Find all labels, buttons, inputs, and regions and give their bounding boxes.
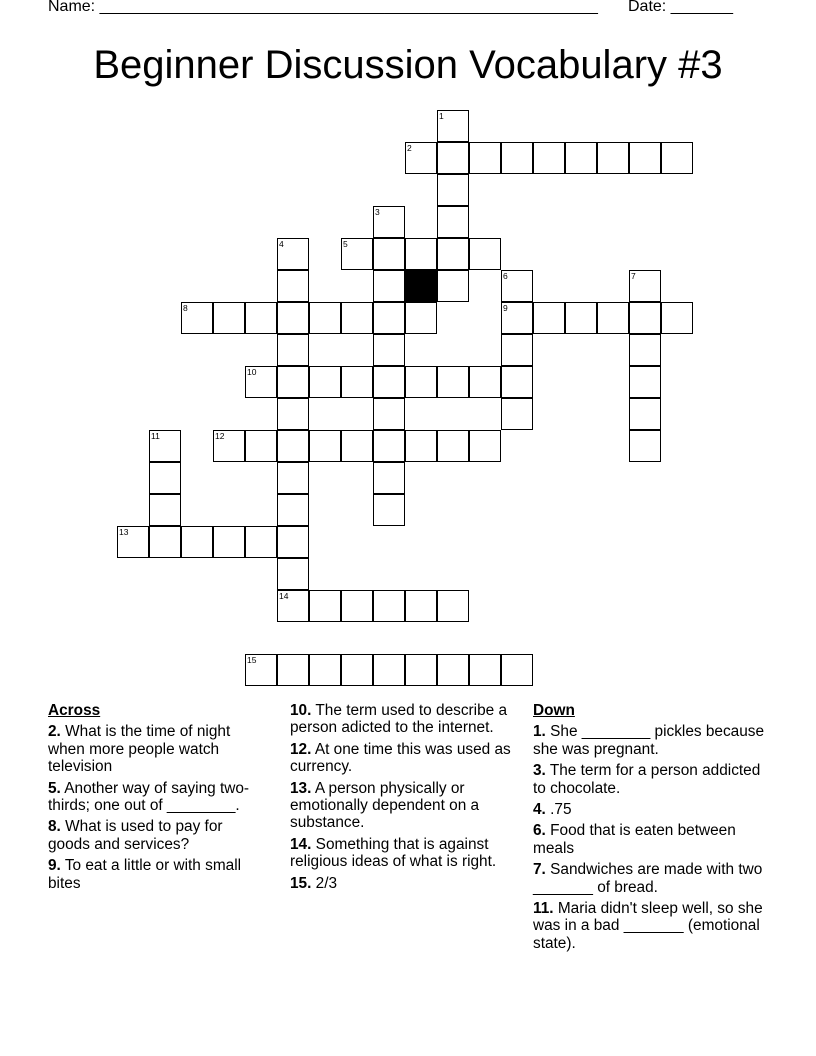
- crossword-cell[interactable]: [469, 366, 501, 398]
- crossword-cell[interactable]: [149, 430, 181, 462]
- crossword-cell[interactable]: [245, 430, 277, 462]
- crossword-cell[interactable]: [629, 366, 661, 398]
- across-clue-list: [48, 723, 268, 892]
- crossword-cell[interactable]: [629, 398, 661, 430]
- down-clue-list: [533, 723, 769, 952]
- crossword-cell[interactable]: [405, 430, 437, 462]
- crossword-cell[interactable]: [629, 302, 661, 334]
- crossword-cell[interactable]: [629, 142, 661, 174]
- clue-number: 2.: [48, 723, 61, 741]
- crossword-cell[interactable]: [437, 206, 469, 238]
- crossword-cell[interactable]: [213, 526, 245, 558]
- crossword-cell[interactable]: [277, 302, 309, 334]
- crossword-cell[interactable]: [181, 302, 213, 334]
- crossword-cell[interactable]: [149, 462, 181, 494]
- clue-text: Another way of saying two-thirds; one out of ________.: [48, 779, 250, 815]
- crossword-cell[interactable]: [373, 366, 405, 398]
- clue-number: 5.: [48, 779, 61, 797]
- crossword-cell[interactable]: [533, 302, 565, 334]
- clue-number: 15.: [290, 874, 312, 892]
- crossword-cell[interactable]: [565, 142, 597, 174]
- clue-number: 3.: [533, 762, 546, 780]
- clue-number: 9.: [48, 857, 61, 875]
- clue: [290, 836, 522, 871]
- crossword-cell[interactable]: [501, 654, 533, 686]
- clue: [533, 861, 769, 896]
- clue-number: 8.: [48, 818, 61, 836]
- crossword-cell[interactable]: [341, 302, 373, 334]
- clue-number: 6.: [533, 822, 546, 840]
- name-field-label: Name: ________________________________________________________: [48, 0, 598, 15]
- crossword-cell[interactable]: [501, 302, 533, 334]
- crossword-cell[interactable]: [469, 142, 501, 174]
- crossword-cell[interactable]: [437, 654, 469, 686]
- clue-number: 4.: [533, 801, 546, 819]
- clue: [533, 822, 769, 857]
- crossword-cell[interactable]: [373, 590, 405, 622]
- across-heading: Across: [48, 702, 101, 719]
- crossword-cell[interactable]: [437, 270, 469, 302]
- crossword-cell[interactable]: [277, 270, 309, 302]
- crossword-cell[interactable]: [501, 334, 533, 366]
- clue-number: 14: [279, 591, 289, 601]
- across-clues-continued: [290, 702, 522, 896]
- crossword-cell[interactable]: [501, 366, 533, 398]
- crossword-cell[interactable]: [245, 302, 277, 334]
- crossword-cell[interactable]: [277, 590, 309, 622]
- crossword-cell[interactable]: [309, 302, 341, 334]
- clue-number: 12.: [290, 740, 312, 758]
- clue-number: 12: [215, 431, 225, 441]
- crossword-cell[interactable]: [597, 142, 629, 174]
- crossword-cell[interactable]: [437, 366, 469, 398]
- date-field-label: Date: _______: [628, 0, 733, 15]
- clue: [290, 741, 522, 776]
- crossword-cell[interactable]: [405, 302, 437, 334]
- clue: [290, 780, 522, 832]
- crossword-cell[interactable]: [277, 654, 309, 686]
- crossword-cell[interactable]: [245, 366, 277, 398]
- crossword-cell[interactable]: [373, 238, 405, 270]
- clue-text: To eat a little or with small bites: [48, 857, 242, 892]
- clue-text: The term for a person addicted to chocolate.: [533, 762, 761, 797]
- clue-text: Food that is eaten between meals: [533, 822, 736, 857]
- crossword-cell[interactable]: [373, 654, 405, 686]
- crossword-cell[interactable]: [309, 430, 341, 462]
- crossword-cell[interactable]: [277, 462, 309, 494]
- clue-text: She ________ pickles because she was pregnant.: [533, 723, 765, 758]
- crossword-cell[interactable]: [277, 238, 309, 270]
- crossword-cell[interactable]: [469, 430, 501, 462]
- clue: [533, 762, 769, 797]
- crossword-cell[interactable]: [405, 238, 437, 270]
- crossword-cell[interactable]: [245, 654, 277, 686]
- crossword-cell[interactable]: [373, 398, 405, 430]
- clue-number: 15: [247, 655, 257, 665]
- crossword-cell[interactable]: [117, 526, 149, 558]
- crossword-cell[interactable]: [661, 142, 693, 174]
- crossword-cell[interactable]: [469, 238, 501, 270]
- crossword-cell[interactable]: [373, 302, 405, 334]
- crossword-cell[interactable]: [373, 430, 405, 462]
- clue-number: 10: [247, 367, 257, 377]
- clue: [290, 702, 522, 737]
- crossword-cell[interactable]: [277, 494, 309, 526]
- crossword-cell[interactable]: [405, 654, 437, 686]
- clue: [533, 900, 769, 952]
- crossword-cell[interactable]: [373, 334, 405, 366]
- crossword-cell[interactable]: [277, 526, 309, 558]
- crossword-cell[interactable]: [533, 142, 565, 174]
- crossword-cell[interactable]: [373, 270, 405, 302]
- crossword-cell[interactable]: [277, 558, 309, 590]
- clue-text: A person physically or emotionally dependent on a substance.: [290, 779, 480, 832]
- crossword-cell[interactable]: [341, 430, 373, 462]
- clue-number: 7.: [533, 861, 546, 879]
- clue: [48, 818, 268, 853]
- down-clues: [533, 702, 769, 956]
- clue-text: What is the time of night when more people watch television: [48, 723, 231, 776]
- clue: [533, 801, 769, 818]
- clue-number: 1: [439, 111, 444, 121]
- crossword-cell[interactable]: [341, 238, 373, 270]
- across-clue-list-continued: [290, 702, 522, 892]
- clue: [48, 857, 268, 892]
- crossword-cell[interactable]: [213, 302, 245, 334]
- clue-number: 1.: [533, 723, 546, 741]
- clue-number: 7: [631, 271, 636, 281]
- crossword-cell[interactable]: [277, 334, 309, 366]
- crossword-cell[interactable]: [405, 366, 437, 398]
- clue: [290, 875, 522, 892]
- clue-text: 2/3: [311, 874, 338, 892]
- crossword-cell[interactable]: [181, 526, 213, 558]
- crossword-cell[interactable]: [341, 654, 373, 686]
- crossword-cell[interactable]: [373, 462, 405, 494]
- crossword-block: [405, 270, 437, 302]
- clue-number: 11: [151, 431, 160, 441]
- crossword-cell[interactable]: [501, 398, 533, 430]
- crossword-cell[interactable]: [629, 270, 661, 302]
- crossword-cell[interactable]: [373, 494, 405, 526]
- crossword-cell[interactable]: [149, 526, 181, 558]
- crossword-cell[interactable]: [373, 206, 405, 238]
- across-clues: [48, 702, 268, 896]
- clue: [48, 723, 268, 775]
- crossword-cell[interactable]: [277, 430, 309, 462]
- crossword-cell[interactable]: [661, 302, 693, 334]
- crossword-cell[interactable]: [437, 238, 469, 270]
- crossword-cell[interactable]: [629, 430, 661, 462]
- crossword-cell[interactable]: [469, 654, 501, 686]
- crossword-cell[interactable]: [437, 174, 469, 206]
- crossword-cell[interactable]: [405, 142, 437, 174]
- crossword-cell[interactable]: [149, 494, 181, 526]
- clue-text: The term used to describe a person adicted to the internet.: [290, 702, 508, 737]
- clue-text: What is used to pay for goods and services?: [48, 818, 223, 853]
- clue-number: 4: [279, 239, 284, 249]
- clue-text: Sandwiches are made with two _______ of bread.: [533, 861, 763, 896]
- clue-number: 9: [503, 303, 508, 313]
- crossword-cell[interactable]: [437, 590, 469, 622]
- crossword-cell[interactable]: [309, 590, 341, 622]
- clue: [48, 780, 268, 815]
- crossword-cell[interactable]: [437, 430, 469, 462]
- clue-number: 3: [375, 207, 380, 217]
- clue-number: 14.: [290, 835, 312, 853]
- crossword-cell[interactable]: [309, 366, 341, 398]
- clue-text: At one time this was used as currency.: [290, 740, 511, 776]
- crossword-cell[interactable]: [309, 654, 341, 686]
- clue-text: Something that is against religious ideas of what is right.: [290, 835, 497, 871]
- clue-number: 5: [343, 239, 348, 249]
- crossword-cell[interactable]: [501, 142, 533, 174]
- crossword-cell[interactable]: [277, 398, 309, 430]
- crossword-cell[interactable]: [277, 366, 309, 398]
- crossword-cell[interactable]: [341, 590, 373, 622]
- down-heading: Down: [533, 702, 575, 719]
- clue-number: 13: [119, 527, 129, 537]
- crossword-cell[interactable]: [341, 366, 373, 398]
- crossword-cell[interactable]: [213, 430, 245, 462]
- page-title: Beginner Discussion Vocabulary #3: [93, 43, 723, 87]
- clue-text: .75: [545, 801, 572, 819]
- crossword-cell[interactable]: [597, 302, 629, 334]
- crossword-cell[interactable]: [629, 334, 661, 366]
- clue-number: 13.: [290, 779, 312, 797]
- clue-number: 8: [183, 303, 188, 313]
- clue: [533, 723, 769, 758]
- crossword-cell[interactable]: [501, 270, 533, 302]
- clue-number: 6: [503, 271, 508, 281]
- clue-text: Maria didn't sleep well, so she was in a bad _______ (emotional state).: [533, 900, 763, 952]
- crossword-cell[interactable]: [437, 110, 469, 142]
- crossword-cell[interactable]: [405, 590, 437, 622]
- clue-number: 2: [407, 143, 412, 153]
- clue-number: 11.: [533, 900, 554, 918]
- crossword-cell[interactable]: [437, 142, 469, 174]
- clue-number: 10.: [290, 702, 312, 719]
- crossword-cell[interactable]: [565, 302, 597, 334]
- crossword-cell[interactable]: [245, 526, 277, 558]
